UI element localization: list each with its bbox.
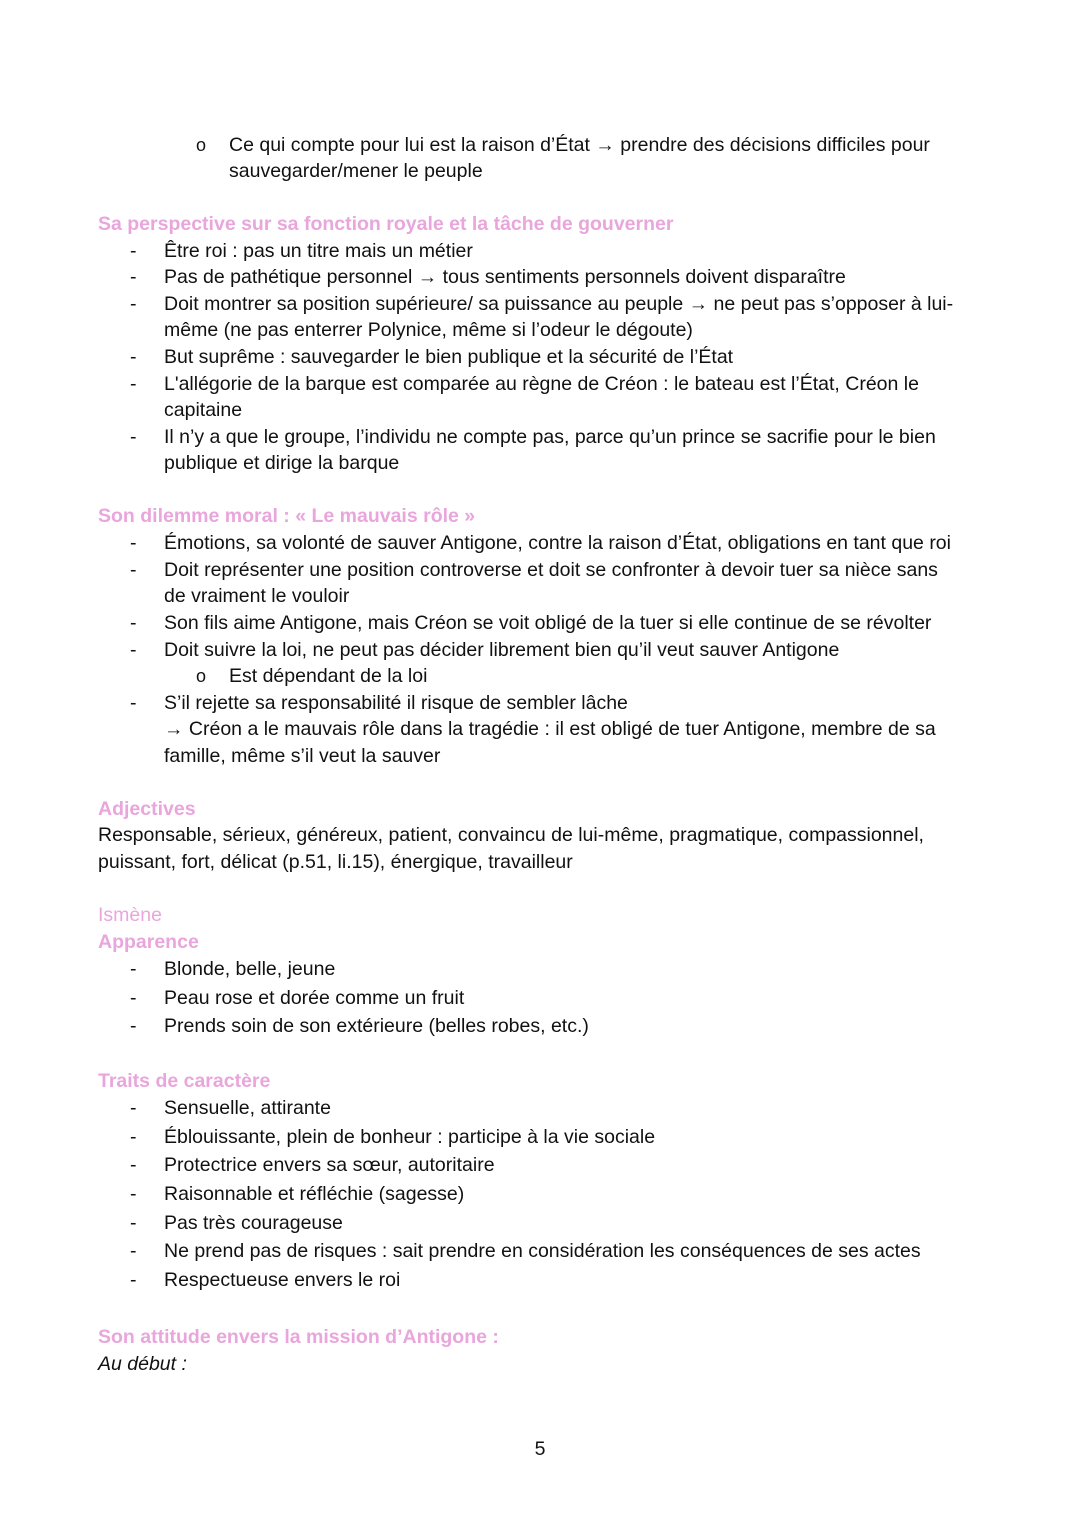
section-heading-apparence: Apparence: [98, 931, 199, 953]
list-item: Doit montrer sa position supérieure/ sa puissance au peuple → ne peut pas s’opposer à lui-: [164, 293, 954, 315]
sub-list-item: Est dépendant de la loi: [229, 665, 428, 687]
dash-bullet: -: [130, 1154, 137, 1176]
list-item: Sensuelle, attirante: [164, 1097, 331, 1119]
character-title-ismene: Ismène: [98, 904, 162, 926]
list-item: Prends soin de son extérieure (belles robes, etc.): [164, 1015, 589, 1037]
section-heading-fonction: Sa perspective sur sa fonction royale et la tâche de gouverner: [98, 213, 674, 235]
dash-bullet: -: [130, 1240, 137, 1262]
dash-bullet: -: [130, 692, 137, 714]
paragraph-line: puissant, fort, délicat (p.51, li.15), énergique, travailleur: [98, 851, 573, 873]
page-number: 5: [534, 1438, 546, 1460]
list-item: Blonde, belle, jeune: [164, 958, 336, 980]
list-item-continued: même (ne pas enterrer Polynice, même si l’odeur le dégoute): [164, 319, 693, 341]
list-item: Ne prend pas de risques : sait prendre en considération les conséquences de ses actes: [164, 1240, 921, 1262]
paragraph-line-italic: Au début :: [98, 1353, 187, 1375]
dash-bullet: -: [130, 266, 137, 288]
list-item: But suprême : sauvegarder le bien publique et la sécurité de l’État: [164, 346, 734, 368]
section-heading-attitude: Son attitude envers la mission d’Antigone :: [98, 1326, 499, 1348]
section-heading-dilemme: Son dilemme moral : « Le mauvais rôle »: [98, 505, 476, 527]
text-line: sauvegarder/mener le peuple: [229, 160, 483, 182]
list-item: Pas de pathétique personnel → tous sentiments personnels doivent disparaître: [164, 266, 846, 288]
dash-bullet: -: [130, 1269, 137, 1291]
dash-bullet: -: [130, 1015, 137, 1037]
list-item: Émotions, sa volonté de sauver Antigone, contre la raison d’État, obligations en tant que roi: [164, 532, 951, 554]
dash-bullet: -: [130, 1126, 137, 1148]
list-item: Être roi : pas un titre mais un métier: [164, 240, 473, 262]
dash-bullet: -: [130, 346, 137, 368]
list-item: Son fils aime Antigone, mais Créon se voit obligé de la tuer si elle continue de se révolter: [164, 612, 932, 634]
list-item: S’il rejette sa responsabilité il risque de sembler lâche: [164, 692, 628, 714]
list-item: Peau rose et dorée comme un fruit: [164, 987, 465, 1009]
list-item: Doit représenter une position controverse et doit se confronter à devoir tuer sa nièce sans: [164, 559, 938, 581]
dash-bullet: -: [130, 240, 137, 262]
dash-bullet: -: [130, 559, 137, 581]
dash-bullet: -: [130, 639, 137, 661]
dash-bullet: -: [130, 373, 137, 395]
list-item-continued: → Créon a le mauvais rôle dans la tragédie : il est obligé de tuer Antigone, membre de sa: [164, 718, 936, 740]
dash-bullet: -: [130, 426, 137, 448]
dash-bullet: -: [130, 1183, 137, 1205]
sub-bullet-marker: o: [196, 135, 207, 155]
list-item: Protectrice envers sa sœur, autoritaire: [164, 1154, 495, 1176]
list-item-continued: publique et dirige la barque: [164, 452, 400, 474]
sub-bullet-marker: o: [196, 666, 207, 686]
dash-bullet: -: [130, 1212, 137, 1234]
list-item: Il n’y a que le groupe, l’individu ne compte pas, parce qu’un prince se sacrifie pour le bien: [164, 426, 936, 448]
list-item: L'allégorie de la barque est comparée au règne de Créon : le bateau est l’État, Créon le: [164, 373, 919, 395]
text-line: Ce qui compte pour lui est la raison d’État → prendre des décisions difficiles pour: [229, 134, 930, 156]
list-item-continued: capitaine: [164, 399, 243, 421]
list-item-continued: de vraiment le vouloir: [164, 585, 350, 607]
section-heading-adjectives: Adjectives: [98, 798, 196, 820]
dash-bullet: -: [130, 958, 137, 980]
list-item: Éblouissante, plein de bonheur : participe à la vie sociale: [164, 1126, 656, 1148]
dash-bullet: -: [130, 532, 137, 554]
dash-bullet: -: [130, 1097, 137, 1119]
list-item: Doit suivre la loi, ne peut pas décider librement bien qu’il veut sauver Antigone: [164, 639, 840, 661]
list-item: Raisonnable et réfléchie (sagesse): [164, 1183, 465, 1205]
dash-bullet: -: [130, 612, 137, 634]
dash-bullet: -: [130, 987, 137, 1009]
list-item-continued: famille, même s’il veut la sauver: [164, 745, 441, 767]
dash-bullet: -: [130, 293, 137, 315]
list-item: Respectueuse envers le roi: [164, 1269, 401, 1291]
paragraph-line: Responsable, sérieux, généreux, patient, convaincu de lui-même, pragmatique, compassionnel,: [98, 824, 924, 846]
section-heading-traits: Traits de caractère: [98, 1070, 271, 1092]
list-item: Pas très courageuse: [164, 1212, 343, 1234]
